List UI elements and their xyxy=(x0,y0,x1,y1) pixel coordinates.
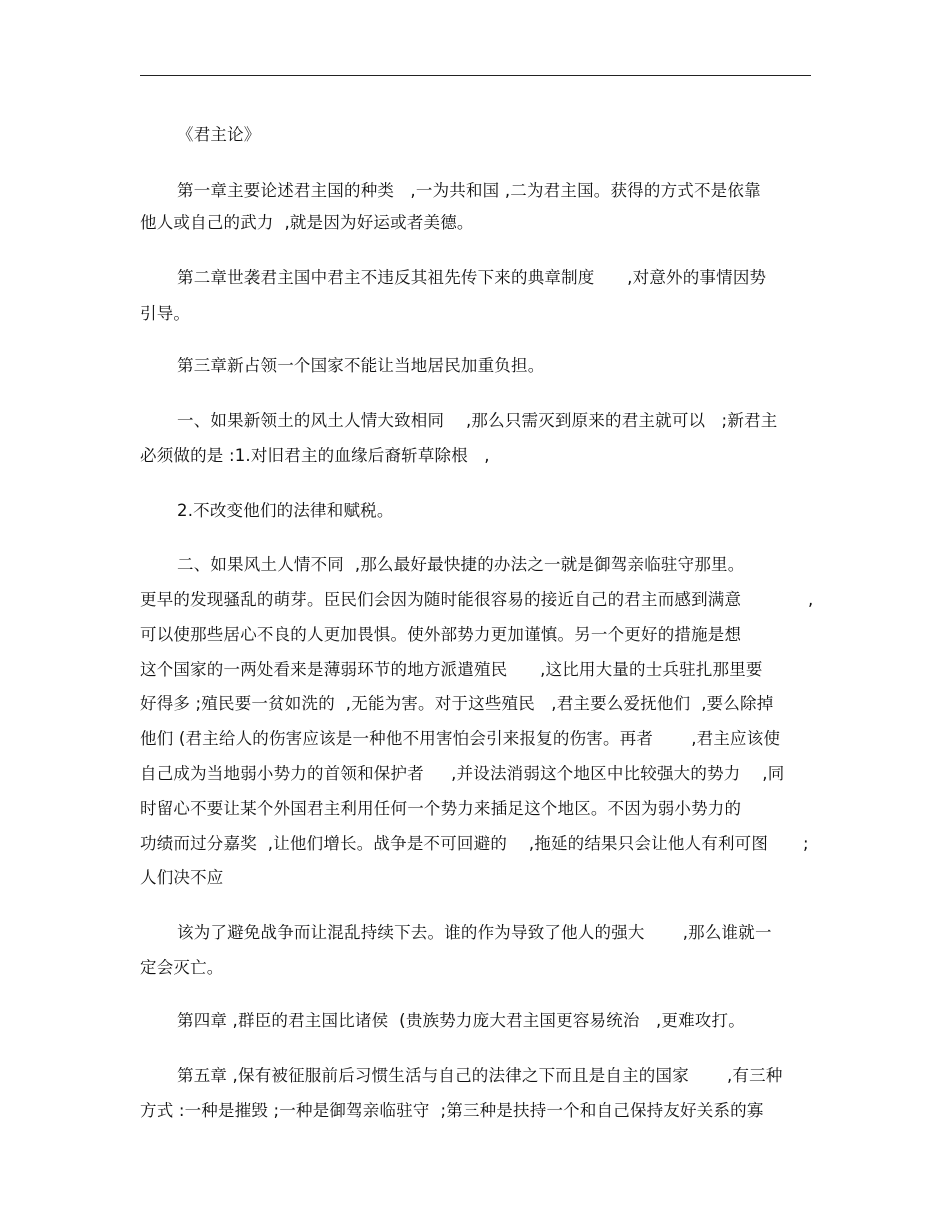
paragraph-6-line-6: 他们 (君主给人的伤害应该是一种他不用害怕会引来报复的伤害。再者 ,君主应该使 xyxy=(140,729,781,748)
paragraph-6-line-2: 更早的发现骚乱的萌芽。臣民们会因为随时能很容易的接近自己的君主而感到满意 xyxy=(140,590,742,609)
paragraph-4-line-1: 一、如果新领土的风土人情大致相同 ,那么只需灭到原来的君主就可以 ;新君主 xyxy=(177,411,778,430)
paragraph-6-line-5: 好得多 ;殖民要一贫如洗的 ,无能为害。对于这些殖民 ,君主要么爱抚他们 ,要么除掉 xyxy=(140,694,774,713)
paragraph-2-line-1: 第二章世袭君主国中君主不违反其祖先传下来的典章制度 ,对意外的事情因势 xyxy=(177,268,767,287)
paragraph-6-line-1: 二、如果风土人情不同 ,那么最好最快捷的办法之一就是御驾亲临驻守那里。 xyxy=(177,555,745,574)
document-title: 《君主论》 xyxy=(177,125,261,144)
paragraph-2-line-2: 引导。 xyxy=(140,304,191,323)
paragraph-7-line-2: 定会灭亡。 xyxy=(140,958,224,977)
paragraph-6-line-10: 人们决不应 xyxy=(140,868,224,887)
paragraph-3-line-1: 第三章新占领一个国家不能让当地居民加重负担。 xyxy=(177,356,545,375)
paragraph-6-line-7: 自己成为当地弱小势力的首领和保护者 ,并设法消弱这个地区中比较强大的势力 ,同 xyxy=(140,764,785,783)
paragraph-5-line-1: 2.不改变他们的法律和赋税。 xyxy=(177,501,394,520)
paragraph-1-line-2: 他人或自己的武力 ,就是因为好运或者美德。 xyxy=(140,213,474,232)
paragraph-6-line-9: 功绩而过分嘉奖 ,让他们增长。战争是不可回避的 ,拖延的结果只会让他人有利可图 xyxy=(140,834,769,853)
paragraph-6-line-3: 可以使那些居心不良的人更加畏惧。使外部势力更加谨慎。另一个更好的措施是想 xyxy=(140,625,742,644)
paragraph-9-line-2: 方式 :一种是摧毁 ;一种是御驾亲临驻守 ;第三种是扶持一个和自己保持友好关系的寡 xyxy=(140,1101,764,1120)
paragraph-6-line-8: 时留心不要让某个外国君主利用任何一个势力来插足这个地区。不因为弱小势力的 xyxy=(140,799,742,818)
paragraph-6-line-4: 这个国家的一两处看来是薄弱环节的地方派遣殖民 ,这比用大量的士兵驻扎那里要 xyxy=(140,660,763,679)
paragraph-6-line-2-end-mark: , xyxy=(808,590,814,609)
paragraph-7-line-1: 该为了避免战争而让混乱持续下去。谁的作为导致了他人的强大 ,那么谁就一 xyxy=(177,923,772,942)
header-rule xyxy=(140,75,811,76)
paragraph-4-line-2: 必须做的是 :1.对旧君主的血缘后裔斩草除根 , xyxy=(140,446,490,465)
paragraph-1-line-1: 第一章主要论述君主国的种类 ,一为共和国 ,二为君主国。获得的方式不是依靠 xyxy=(177,181,761,200)
paragraph-8-line-1: 第四章 ,群臣的君主国比诸侯 (贵族势力庞大君主国更容易统治 ,更难攻打。 xyxy=(177,1011,745,1030)
paragraph-6-line-9-end-mark: ; xyxy=(803,834,809,853)
paragraph-9-line-1: 第五章 ,保有被征服前后习惯生活与自己的法律之下而且是自主的国家 ,有三种 xyxy=(177,1066,783,1085)
